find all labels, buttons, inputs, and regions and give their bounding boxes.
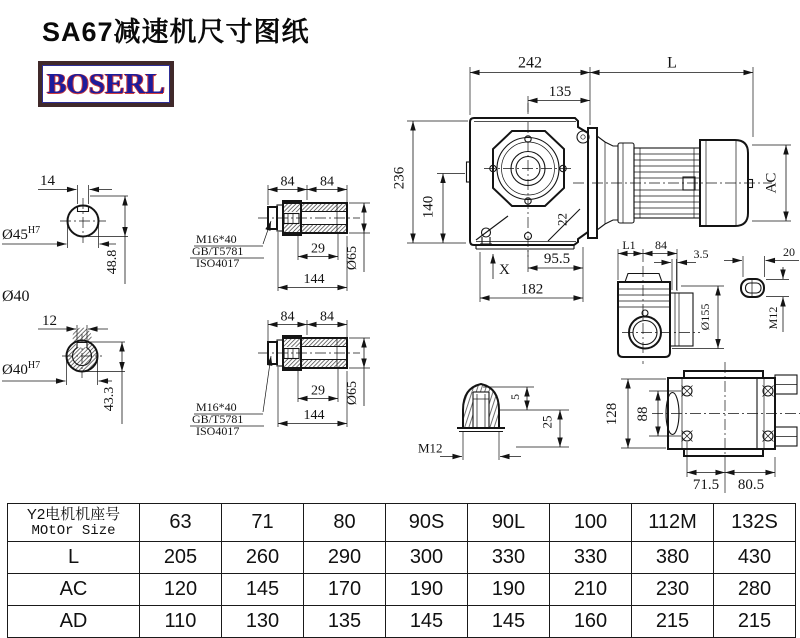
label-bolt-spec: M16*40 <box>196 232 237 246</box>
dim-sleeve-seg-b: 84 <box>320 174 334 190</box>
dim-motor-dia-ac: AC <box>763 172 780 194</box>
dim-84: 84 <box>655 238 667 252</box>
table-cell: 430 <box>714 542 796 574</box>
gearmotor-front-view <box>392 55 792 303</box>
table-cell: 215 <box>632 606 714 638</box>
header-cn: Y2电机机座号 <box>26 506 121 523</box>
table-cell: 90S <box>386 504 468 542</box>
table-cell: 112M <box>632 504 714 542</box>
table-row <box>8 606 796 638</box>
label-x-mark: X <box>499 262 510 278</box>
table-cell: 210 <box>550 574 632 606</box>
table-cell: 135 <box>304 606 386 638</box>
plug-cap-detail <box>418 384 569 460</box>
dim-solid-key-depth: 48.8 <box>105 249 120 275</box>
table-cell: 130 <box>222 606 304 638</box>
dim-sleeve-thread-len: 29 <box>311 241 325 257</box>
dim-hollow-key-depth: 43.3 <box>102 386 117 412</box>
table-cell: 280 <box>714 574 796 606</box>
table-cell: 145 <box>468 606 550 638</box>
key-pad-detail <box>724 245 799 332</box>
dim-motor-length: L <box>667 54 677 72</box>
dim-base-width: 182 <box>520 281 544 298</box>
dim-housing-width: 242 <box>518 54 542 72</box>
table-cell: 300 <box>386 542 468 574</box>
label-bolt-spec: M16*40 <box>196 400 237 414</box>
page-title: SA67减速机尺寸图纸 <box>42 17 310 47</box>
header-en: MOtOr Size <box>31 523 116 539</box>
dim-sleeve-seg-a: 84 <box>280 174 295 190</box>
dim-sleeve-seg-b: 84 <box>320 309 334 325</box>
dim-housing-height: 236 <box>391 166 408 190</box>
table-cell: 63 <box>140 504 222 542</box>
table-cell: 145 <box>386 606 468 638</box>
dim-key-thread: M12 <box>766 306 780 330</box>
table-cell: 120 <box>140 574 222 606</box>
table-cell: 330 <box>550 542 632 574</box>
table-cell: 205 <box>140 542 222 574</box>
label-bolt-std-iso: ISO4017 <box>196 424 240 438</box>
dim-l1: L1 <box>622 238 636 252</box>
table-header-row <box>8 504 796 542</box>
gearbox-side-view <box>618 238 724 364</box>
table-cell: 110 <box>140 606 222 638</box>
table-cell: 290 <box>304 542 386 574</box>
label-bolt-std-gb: GB/T5781 <box>192 412 244 426</box>
table-cell: 190 <box>386 574 468 606</box>
dim-sleeve-dia: Ø65 <box>345 245 360 271</box>
table-cell: 230 <box>632 574 714 606</box>
table-cell: 132S <box>714 504 796 542</box>
table-cell: 380 <box>632 542 714 574</box>
gearbox-bottom-view <box>604 362 800 493</box>
table-cell: 160 <box>550 606 632 638</box>
table-row <box>8 542 796 574</box>
header-cell-motor-size <box>8 504 140 542</box>
label-bolt-std-iso: ISO4017 <box>196 256 240 270</box>
dim-center-height: 140 <box>420 195 437 219</box>
solid-shaft-section-view <box>2 173 128 284</box>
logo-text: BOSERL <box>47 68 165 100</box>
dim-bottom-height: 128 <box>604 402 620 426</box>
table-cell: 90L <box>468 504 550 542</box>
dim-hollow-key-width: 12 <box>42 313 57 329</box>
table-cell: 215 <box>714 606 796 638</box>
table-cell: 100 <box>550 504 632 542</box>
dim-sleeve-seg-a: 84 <box>280 309 295 325</box>
table-cell: 170 <box>304 574 386 606</box>
dim-plug-offset: 22 <box>554 213 570 226</box>
table-cell: 260 <box>222 542 304 574</box>
dim-sleeve-thread-len: 29 <box>311 383 325 399</box>
table-cell: 190 <box>468 574 550 606</box>
row-label: AC <box>8 574 140 606</box>
dim-hollow-bore: $Ø40^{H7}$ <box>2 360 41 378</box>
dim-plug-25: 25 <box>539 415 555 429</box>
dim-sleeve-total-len: 144 <box>303 272 325 287</box>
dim-bottom-left: 71.5 <box>692 477 720 493</box>
motor-size-table <box>7 503 796 638</box>
dim-sleeve-dia: Ø65 <box>345 380 360 406</box>
dim-solid-key-width: 14 <box>40 173 55 189</box>
label-bolt-std-gb: GB/T5781 <box>192 244 244 258</box>
table-cell: 80 <box>304 504 386 542</box>
shaft-sleeve-view-top <box>190 175 370 292</box>
dim-solid-bore: $Ø45^{H7}$ <box>2 225 41 243</box>
table-row <box>8 574 796 606</box>
label-shaft-outer-dia: Ø40 <box>2 288 30 305</box>
table-cell: 330 <box>468 542 550 574</box>
dim-plug-thread: M12 <box>418 440 443 456</box>
dim-3-5: 3.5 <box>693 247 709 261</box>
dim-flange-dia: Ø155 <box>698 303 712 331</box>
dim-bolt-span: 88 <box>635 406 651 422</box>
dim-center-to-flange: 135 <box>548 84 572 100</box>
row-label: L <box>8 542 140 574</box>
shaft-sleeve-view-bottom <box>190 310 370 439</box>
row-label: AD <box>8 606 140 638</box>
dim-plug-5: 5 <box>508 394 522 400</box>
dim-foot-width: 95.5 <box>543 251 571 267</box>
dim-key-width: 20 <box>783 245 795 259</box>
table-cell: 71 <box>222 504 304 542</box>
table-cell: 145 <box>222 574 304 606</box>
dim-bottom-right: 80.5 <box>737 477 765 493</box>
hollow-shaft-section-view <box>2 288 125 424</box>
dim-sleeve-total-len: 144 <box>303 408 325 423</box>
